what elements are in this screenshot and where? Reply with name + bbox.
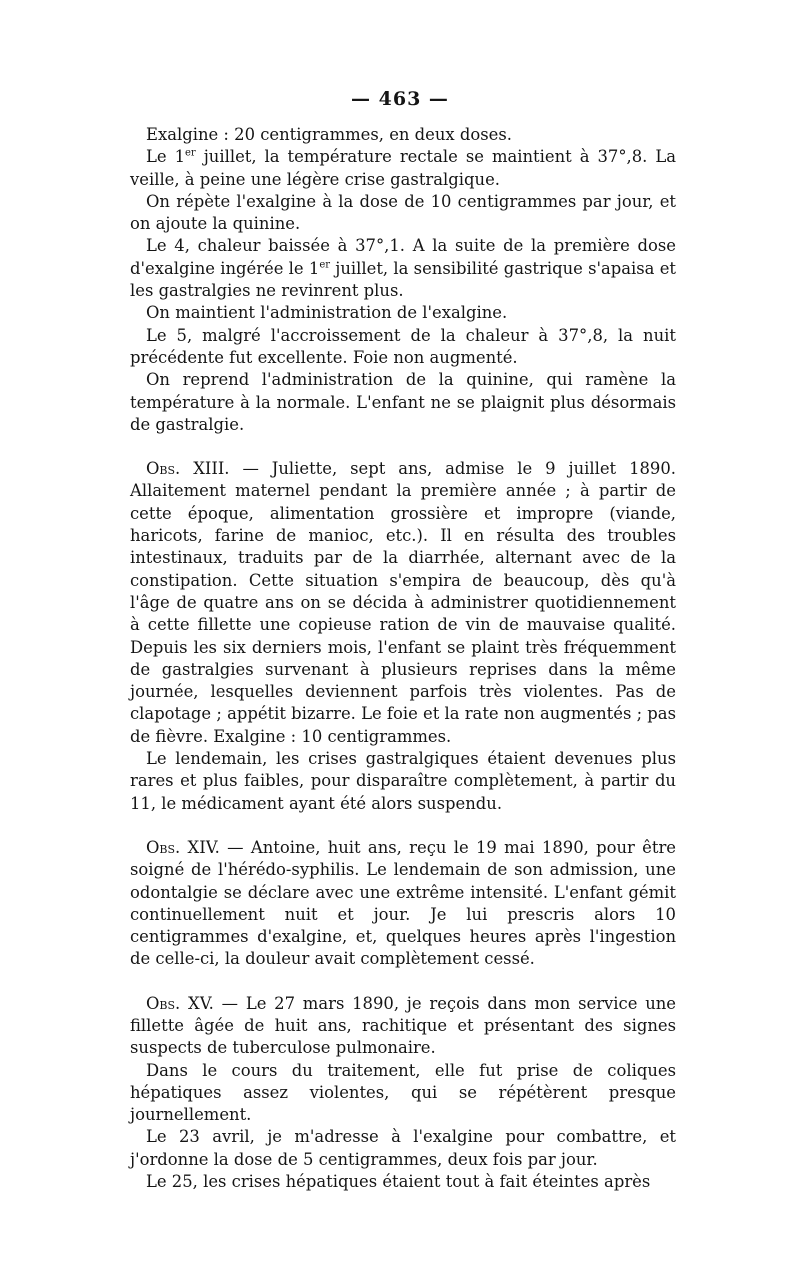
observation-paragraph [130, 458, 676, 748]
paragraph: Dans le cours du traitement, elle fut prise de coliques hépatiques assez violentes, qui se répétèrent presque journellement. [130, 1060, 676, 1125]
page-number: — 463 — [351, 88, 449, 110]
paragraph: Le 23 avril, je m'adresse à l'exalgine pour combattre, et j'ordonne la dose de 5 centigrammes, deux fois par jour. [130, 1127, 676, 1169]
paragraph: Exalgine : 20 centigrammes, en deux doses. [146, 125, 512, 144]
observation-label: Obs. XIV. [146, 837, 220, 857]
paragraph: On répète l'exalgine à la dose de 10 centigrammes par jour, et on ajoute la quinine. [130, 191, 676, 234]
observation-label: Obs. XIII. [146, 459, 230, 479]
observation-paragraph [130, 837, 676, 971]
paragraph: Le 5, malgré l'accroissement de la chaleur à 37°,8, la nuit précédente fut excellente. Foie non augmenté. [130, 325, 676, 367]
paragraph: Le 4, chaleur baissée à 37°,1. A la suite de la première dose d'exalgine ingérée le 1er juillet, la sensibilité gastrique s'apaisa et les gastralgies ne revinrent plus. [130, 236, 676, 301]
observation-paragraph [130, 993, 676, 1060]
observation-label: Obs. XV. [146, 993, 214, 1013]
paragraph: On maintient l'administration de l'exalgine. [146, 303, 508, 323]
paragraph: Le lendemain, les crises gastralgiques étaient devenues plus rares et plus faibles, pour disparaître complètement, à partir du 11, le médicament ayant été alors suspendu. [130, 749, 676, 813]
paragraph: Le 1er juillet, la température rectale se maintient à 37°,8. La veille, à peine une légère crise gastralgique. [130, 147, 677, 189]
observation-text: — Juliette, sept ans, admise le 9 juillet 1890. Allaitement maternel pendant la première année ; à partir de cette époque, alimentation grossière et impropre (viande, haricots, farine de manioc, etc.). Il en résulta des troubles intestinaux, traduits par de la diarrhée, alternant avec de la constipation. Cette situation s'empira de beaucoup, dès qu'à l'âge de quatre ans on se décida à administrer quotidiennement à cette fillette une copieuse ration de vin de mauvaise qualité. Depuis les six derniers mois, l'enfant se plaint très fréquemment de gastralgies survenant à plusieurs reprises dans la même journée, lesquelles deviennent parfois très violentes. Pas de clapotage ; appétit bizarre. Le foie et la rate non augmentés ; pas de fièvre. Exalgine : 10 centigrammes. [130, 459, 677, 746]
page-body [130, 124, 676, 1193]
observation-text: — Antoine, huit ans, reçu le 19 mai 1890, pour être soigné de l'hérédo-syphilis. Le lendemain de son admission, une odontalgie se déclare avec une extrême intensité. L'enfant gémit continuellement nuit et jour. Je lui prescris alors 10 centigrammes d'exalgine, et, quelques heures après l'ingestion de celle-ci, la douleur avait complètement cessé. [130, 837, 676, 969]
paragraph: On reprend l'administration de la quinine, qui ramène la température à la normale. L'enfant ne se plaignit plus désormais de gastralgie. [130, 370, 676, 434]
paragraph: Le 25, les crises hépatiques étaient tout à fait éteintes après [146, 1172, 651, 1192]
observation-text: — Le 27 mars 1890, je reçois dans mon service une fillette âgée de huit ans, rachitique et présentant des signes suspects de tuberculose pulmonaire. [130, 993, 677, 1058]
